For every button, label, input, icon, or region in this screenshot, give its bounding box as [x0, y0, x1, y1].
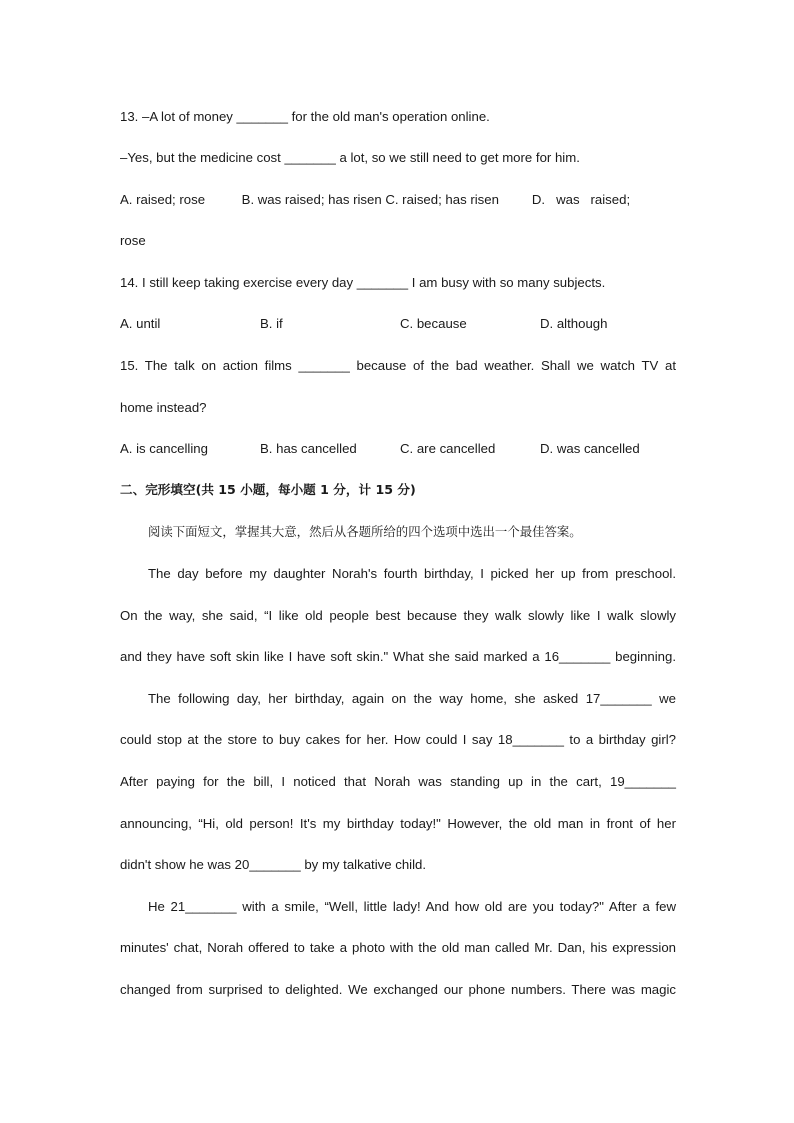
passage-line: After paying for the bill, I noticed that Norah was standing up in the cart, 19_______	[120, 774, 676, 789]
q14-option-a: A. until	[120, 316, 161, 331]
q14-option-d: D. although	[540, 316, 608, 331]
passage-line: The following day, her birthday, again on the way home, she asked 17_______ we	[148, 691, 676, 706]
passage-line: and they have soft skin like I have soft skin." What she said marked a 16_______ beginning.	[120, 649, 676, 664]
q15-option-c: C. are cancelled	[400, 441, 496, 456]
passage-line: minutes' chat, Norah offered to take a photo with the old man called Mr. Dan, his expression	[120, 940, 676, 955]
q15-option-a: A. is cancelling	[120, 441, 208, 456]
q14-stem: 14. I still keep taking exercise every day _______ I am busy with so many subjects.	[120, 275, 606, 290]
passage-line: announcing, “Hi, old person! It's my birthday today!" However, the old man in front of her	[120, 816, 676, 831]
q15-options-row	[120, 440, 676, 458]
q13-options: A. raised; rose B. was raised; has risen C. raised; has risen D. was raised;	[120, 192, 631, 207]
q13-options-wrap: rose	[120, 233, 146, 248]
q13-dialogue: –Yes, but the medicine cost _______ a lot, so we still need to get more for him.	[120, 150, 580, 165]
passage-line: changed from surprised to delighted. We exchanged our phone numbers. There was magic	[120, 982, 676, 997]
q15-option-d: D. was cancelled	[540, 441, 640, 456]
q14-option-c: C. because	[400, 316, 467, 331]
q13-stem: 13. –A lot of money _______ for the old man's operation online.	[120, 109, 490, 124]
q14-option-b: B. if	[260, 316, 283, 331]
q15-option-b: B. has cancelled	[260, 441, 357, 456]
q15-stem-wrap: home instead?	[120, 400, 207, 415]
q14-options-row	[120, 315, 676, 333]
passage-line: The day before my daughter Norah's fourth birthday, I picked her up from preschool.	[148, 566, 676, 581]
q15-stem: 15. The talk on action films _______ because of the bad weather. Shall we watch TV at	[120, 358, 676, 373]
passage-line: He 21_______ with a smile, “Well, little lady! And how old are you today?" After a few	[148, 899, 676, 914]
passage-line: didn't show he was 20_______ by my talkative child.	[120, 857, 427, 872]
passage-line: could stop at the store to buy cakes for her. How could I say 18_______ to a birthday girl?	[120, 732, 676, 747]
section-instruction: 阅读下面短文，掌握其大意，然后从各题所给的四个选项中选出一个最佳答案。	[148, 524, 582, 539]
passage-line: On the way, she said, “I like old people best because they walk slowly like I walk slowly	[120, 608, 676, 623]
section-heading: 二、完形填空(共 15 小题，每小题 1 分，计 15 分)	[120, 482, 416, 497]
